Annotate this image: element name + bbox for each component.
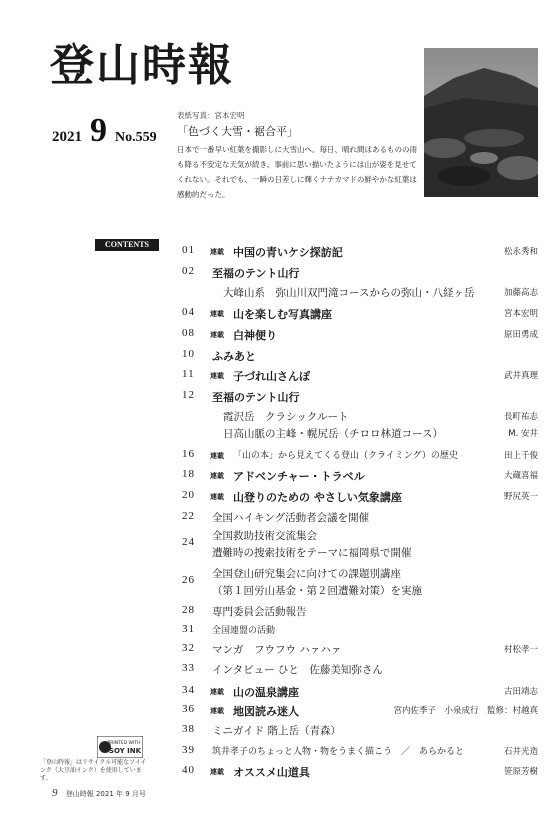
toc-title: 全国連盟の活動 xyxy=(212,626,276,636)
toc-page-number: 39 xyxy=(182,744,195,756)
toc-title: 専門委員会活動報告 xyxy=(212,606,307,618)
toc-series-badge: 連載 xyxy=(210,372,224,380)
soy-ink-logo xyxy=(97,736,143,758)
toc-title: 全国ハイキング活動者会議を開催 xyxy=(212,512,370,524)
toc-title: 至福のテント山行 xyxy=(212,391,300,404)
toc-author: 原田勇成 xyxy=(503,330,538,340)
issue-info xyxy=(52,112,157,150)
toc-title: ふみあと xyxy=(212,350,256,363)
toc-title: 白神便り xyxy=(233,329,277,342)
toc-author: 松永秀和 xyxy=(503,247,538,257)
cover-photo xyxy=(424,48,538,197)
toc-page-number: 31 xyxy=(182,623,195,635)
toc-page-number: 11 xyxy=(182,368,195,380)
toc-author: 大蔵喜福 xyxy=(503,471,538,481)
cover-photo-title: 「色づく大雪・裾合平」 xyxy=(177,125,298,138)
issue-month: 9 xyxy=(90,112,107,149)
toc-title: 山登りのための やさしい気象講座 xyxy=(233,491,402,504)
toc-page-number: 33 xyxy=(182,662,195,674)
toc-series-badge: 連載 xyxy=(210,472,224,480)
toc-title: インタビュー ひと 佐藤美知弥さん xyxy=(212,664,383,676)
toc-title: 子づれ山さんぽ xyxy=(233,370,310,383)
toc-title: アドベンチャー・トラベル xyxy=(233,470,365,483)
toc-author: 長町祐志 xyxy=(503,412,538,422)
toc-page-number: 32 xyxy=(182,642,195,654)
footer-page-number: 9 xyxy=(52,787,58,799)
toc-page-number: 40 xyxy=(182,764,195,776)
toc-title-line2: （第１回労山基金・第２回遭難対策）を実施 xyxy=(212,585,422,597)
toc-page-number: 02 xyxy=(182,265,195,277)
toc-title: 至福のテント山行 xyxy=(212,267,300,280)
toc-page-number: 08 xyxy=(182,327,195,339)
soy-ink-top: PRINTED WITH xyxy=(107,741,141,746)
toc-author: 笹原芳樹 xyxy=(503,767,538,777)
toc-title: 霞沢岳 クラシックルート xyxy=(223,411,349,423)
toc-author: 宮内佐季子 小泉成行 監修：村越真 xyxy=(393,706,538,716)
toc-author: 古田靖志 xyxy=(503,687,538,697)
toc-page-number: 20 xyxy=(182,489,195,501)
toc-author: 宮本宏明 xyxy=(503,309,538,319)
toc-page-number: 22 xyxy=(182,510,195,522)
toc-title: 中国の青いケシ探訪記 xyxy=(233,246,343,259)
footer-text: 登山時報 2021 年 9 月号 xyxy=(65,790,146,798)
toc-page-number: 18 xyxy=(182,468,195,480)
toc-series-badge: 連載 xyxy=(210,452,224,460)
toc-series-badge: 連載 xyxy=(210,310,224,318)
toc-page-number: 36 xyxy=(182,703,195,715)
toc-page-number: 38 xyxy=(182,723,195,735)
toc-page-number: 16 xyxy=(182,448,195,460)
issue-year: 2021 xyxy=(52,129,82,145)
toc-series-badge: 連載 xyxy=(210,768,224,776)
toc-author: 加藤高志 xyxy=(503,288,538,298)
toc-page-number: 04 xyxy=(182,306,195,318)
toc-title: オススメ山道具 xyxy=(233,766,310,779)
toc-page-number: 26 xyxy=(182,574,195,586)
soy-ink-main: SOY INK xyxy=(108,747,142,755)
toc-author: M. 安井 xyxy=(508,429,538,439)
issue-number: No.559 xyxy=(115,130,157,145)
toc-series-badge: 連載 xyxy=(210,248,224,256)
toc-title: 大峰山系 弥山川双門滝コースからの弥山・八経ヶ岳 xyxy=(223,287,475,299)
toc-page-number: 12 xyxy=(182,389,195,401)
toc-page-number: 24 xyxy=(182,536,195,548)
toc-title: ミニガイド 階上岳（青森） xyxy=(212,725,342,737)
toc-series-badge: 連載 xyxy=(210,688,224,696)
toc-title: 「山の本」から見えてくる登山（クライミング）の歴史 xyxy=(233,451,458,461)
mountain-photo-image xyxy=(424,48,538,197)
toc-page-number: 34 xyxy=(182,684,195,696)
toc-title: 山の温泉講座 xyxy=(233,686,299,699)
toc-author: 田上千俊 xyxy=(503,451,538,461)
toc-title: 日高山脈の主峰・幌尻岳（チロロ林道コース） xyxy=(223,428,443,440)
toc-series-badge: 連載 xyxy=(210,331,224,339)
toc-title: 全国救助技術交流集会 xyxy=(212,530,317,542)
toc-author: 村松孝一 xyxy=(503,645,538,655)
toc-title: 山を楽しむ写真講座 xyxy=(233,308,332,321)
soy-ink-note: 「登山時報」はリサイクル可能なソイインク（大豆油インク）を使用しています。 xyxy=(40,759,147,782)
toc-page-number: 01 xyxy=(182,244,195,256)
toc-page-number: 28 xyxy=(182,604,195,616)
toc-author: 野尻英一 xyxy=(503,492,538,502)
toc-title: 地図読み迷人 xyxy=(233,705,299,718)
toc-title: マンガ フウフウ ハァハァ xyxy=(212,644,342,656)
cover-photo-credit: 表紙写真：宮本宏明 xyxy=(177,111,245,120)
toc-title: 全国登山研究集会に向けての課題別講座 xyxy=(212,568,401,580)
toc-author: 石井光造 xyxy=(503,747,538,757)
toc-series-badge: 連載 xyxy=(210,493,224,501)
toc-author: 武井真理 xyxy=(503,371,538,381)
toc-title-line2: 遭難時の捜索技術をテーマに福岡県で開催 xyxy=(212,547,412,559)
magazine-title: 登山時報 xyxy=(50,40,234,91)
toc-title: 筑井孝子のちょっと人物・物をうまく描こう ／ あらかると xyxy=(212,747,465,757)
toc-page-number: 10 xyxy=(182,348,195,360)
contents-label: CONTENTS xyxy=(95,239,159,251)
cover-photo-description: 日本で一番早い紅葉を撮影しに大雪山へ。毎日、晴れ間はあるものの雨も降る不安定な天気が続き、事前に思い描いたようには山が姿を見せてくれない。それでも、一瞬の日差しに輝くナナカマドの鮮やかな紅葉は感動的だった。 xyxy=(177,145,417,199)
toc-series-badge: 連載 xyxy=(210,707,224,715)
footer xyxy=(52,787,146,799)
